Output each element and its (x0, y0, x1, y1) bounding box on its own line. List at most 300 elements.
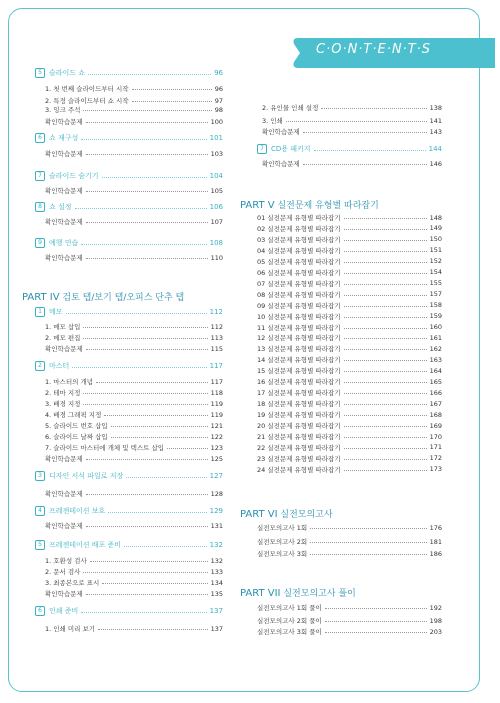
entry-title: 7. 슬라이드 마스터에 개체 및 텍스트 삽입 (45, 444, 165, 452)
toc-entry[interactable] (257, 257, 442, 266)
entry-title: 확인학습문제 (45, 218, 83, 226)
entry-title: 16 실전문제 유형별 따라잡기 (257, 378, 341, 387)
toc-entry[interactable] (45, 388, 223, 397)
dot-leader (303, 132, 427, 133)
dot-leader (325, 608, 427, 609)
toc-entry[interactable] (45, 443, 223, 452)
dot-leader (325, 621, 427, 622)
entry-title: 15 실전문제 유형별 따라잡기 (257, 367, 341, 376)
page-number: 113 (210, 333, 223, 342)
page-number: 144 (428, 145, 442, 153)
part-heading[interactable] (22, 290, 184, 303)
page-number: 121 (210, 421, 223, 430)
toc-entry[interactable] (45, 149, 223, 158)
page-number: 105 (210, 186, 223, 195)
dot-leader (126, 477, 206, 478)
entry-title: 확인학습문제 (45, 187, 83, 195)
dot-leader (86, 459, 208, 460)
dot-leader (344, 393, 427, 394)
dot-leader (86, 154, 208, 155)
toc-entry[interactable] (257, 323, 442, 332)
dot-leader (104, 415, 207, 416)
dot-leader (344, 459, 427, 460)
entry-title: 확인학습문제 (45, 150, 83, 158)
page-number: 146 (429, 159, 442, 168)
part-heading[interactable] (240, 507, 333, 520)
toc-entry[interactable] (45, 344, 223, 353)
section-title: CD용 패키지 (271, 145, 311, 153)
dot-leader (83, 404, 207, 405)
dot-leader (344, 262, 427, 263)
entry-title: 1. 인쇄 미리 보기 (45, 625, 96, 633)
entry-title: 1. 첫 번째 슬라이드부터 시작 (45, 85, 129, 93)
entry-title: 6. 슬라이드 날짜 삽입 (45, 433, 108, 441)
page-number: 96 (214, 69, 223, 77)
entry-title: 실전모의고사 3회 (257, 550, 308, 558)
page-number: 100 (210, 117, 223, 126)
page-number: 96 (214, 84, 223, 93)
part-heading[interactable] (240, 586, 356, 599)
page-number: 98 (214, 105, 223, 114)
entry-title: 02 실전문제 유형별 따라잡기 (257, 224, 341, 233)
dot-leader (344, 338, 427, 339)
dot-leader (81, 612, 206, 613)
page-number: 169 (429, 421, 442, 430)
page-number: 164 (429, 366, 442, 375)
dot-leader (344, 306, 427, 307)
page-number: 151 (429, 246, 442, 255)
entry-title: 2. 특정 슬라이드부터 쇼 시작 (45, 97, 129, 105)
page-number: 112 (209, 308, 223, 316)
section-number-box: 9 (35, 238, 45, 248)
entry-title: 04 실전문제 유형별 따라잡기 (257, 246, 341, 255)
toc-entry[interactable] (262, 127, 442, 136)
toc-entry[interactable] (45, 377, 223, 386)
dot-leader (344, 328, 427, 329)
dot-leader (96, 382, 208, 383)
page-number: 137 (209, 607, 223, 615)
toc-entry[interactable] (45, 410, 223, 419)
section-number-box: 1 (35, 307, 45, 317)
dot-leader (83, 572, 207, 573)
toc-entry[interactable] (257, 603, 442, 612)
section-heading[interactable] (35, 171, 223, 181)
entry-title: 4. 배경 그래픽 지정 (45, 411, 102, 419)
toc-entry[interactable] (45, 322, 223, 331)
entry-title: 08 실전문제 유형별 따라잡기 (257, 290, 341, 299)
entry-title: 확인학습문제 (262, 160, 300, 168)
toc-entry[interactable] (257, 377, 442, 386)
dot-leader (111, 437, 208, 438)
dot-leader (66, 313, 207, 314)
toc-entry[interactable] (45, 578, 223, 587)
part-heading[interactable] (240, 198, 379, 211)
entry-title: 3. 잉크 주석 (45, 106, 81, 114)
section-number-box: 6 (35, 606, 45, 616)
dot-leader (344, 470, 427, 471)
dot-leader (167, 448, 208, 449)
toc-entry[interactable] (45, 217, 223, 226)
toc-entry[interactable] (257, 224, 442, 233)
section-number-box: 4 (35, 506, 45, 516)
toc-entry[interactable] (45, 333, 223, 342)
entry-title: 1. 마스터의 개념 (45, 378, 94, 386)
entry-title: 확인학습문제 (262, 128, 300, 136)
toc-entry[interactable] (257, 549, 442, 558)
page-number: 149 (429, 224, 442, 233)
page-number: 203 (429, 627, 442, 636)
page-number: 132 (210, 556, 223, 565)
page-number: 165 (429, 377, 442, 386)
dot-leader (86, 122, 208, 123)
section-number-box: 5 (35, 540, 45, 550)
part-title: 실전모의고사 (280, 510, 333, 520)
section-title: 슬라이드 쇼 (49, 69, 86, 77)
page-number: 118 (210, 388, 223, 397)
toc-entry[interactable] (45, 105, 223, 114)
dot-leader (314, 150, 426, 151)
toc-entry[interactable] (45, 454, 223, 463)
toc-entry[interactable] (257, 432, 442, 441)
toc-entry[interactable] (45, 84, 223, 93)
toc-entry[interactable] (257, 537, 442, 546)
page-number: 103 (210, 149, 223, 158)
section-title: 메모 (49, 308, 63, 316)
entry-title: 확인학습문제 (45, 345, 83, 353)
toc-entry[interactable] (257, 235, 442, 244)
entry-title: 22 실전문제 유형별 따라잡기 (257, 443, 341, 452)
dot-leader (344, 229, 427, 230)
entry-title: 확인학습문제 (45, 590, 83, 598)
page-number: 172 (429, 454, 442, 463)
toc-entry[interactable] (257, 279, 442, 288)
toc-entry[interactable] (257, 246, 442, 255)
toc-entry[interactable] (257, 290, 442, 299)
page-number: 173 (429, 465, 442, 474)
page-number: 117 (209, 362, 223, 370)
page-number: 148 (429, 213, 442, 222)
toc-entry[interactable] (257, 627, 442, 636)
dot-leader (310, 542, 426, 543)
dot-leader (344, 240, 427, 241)
entry-title: 실전모의고사 1회 풀이 (257, 604, 322, 612)
dot-leader (83, 338, 207, 339)
part-label: PART IV (22, 292, 60, 303)
section-heading[interactable] (35, 202, 223, 212)
section-title: 슬라이드 숨기기 (49, 172, 99, 180)
entry-title: 07 실전문제 유형별 따라잡기 (257, 279, 341, 288)
page-number: 157 (429, 290, 442, 299)
dot-leader (132, 101, 212, 102)
toc-entry[interactable] (257, 344, 442, 353)
toc-entry[interactable] (257, 301, 442, 310)
dot-leader (72, 367, 206, 368)
dot-leader (86, 258, 208, 259)
entry-title: 21 실전문제 유형별 따라잡기 (257, 433, 341, 441)
page-number: 125 (210, 454, 223, 463)
toc-entry[interactable] (45, 567, 223, 576)
dot-leader (88, 74, 211, 75)
page-number: 122 (210, 432, 223, 441)
dot-leader (81, 244, 206, 245)
page-number: 192 (429, 603, 442, 612)
section-heading[interactable] (35, 238, 223, 248)
toc-entry[interactable] (257, 410, 442, 419)
entry-title: 24 실전문제 유형별 따라잡기 (257, 465, 341, 474)
section-title: 인쇄 준비 (49, 607, 79, 615)
page-number: 106 (209, 203, 223, 211)
section-heading[interactable] (35, 606, 223, 616)
entry-title: 03 실전문제 유형별 따라잡기 (257, 235, 341, 244)
dot-leader (344, 404, 427, 405)
page-number: 132 (209, 541, 223, 549)
page-number: 137 (210, 624, 223, 633)
entry-title: 1. 메모 삽입 (45, 323, 81, 331)
toc-entry[interactable] (257, 213, 442, 222)
entry-title: 01 실전문제 유형별 따라잡기 (257, 214, 341, 222)
toc-entry[interactable] (257, 355, 442, 364)
dot-leader (344, 273, 427, 274)
toc-entry[interactable] (257, 268, 442, 277)
entry-title: 실전모의고사 2회 풀이 (257, 617, 322, 625)
dot-leader (83, 393, 207, 394)
page-number: 150 (429, 235, 442, 244)
part-label: PART VI (240, 509, 278, 520)
dot-leader (344, 448, 427, 449)
toc-entry[interactable] (257, 333, 442, 342)
page-number: 170 (429, 432, 442, 441)
page-number: 160 (429, 323, 442, 331)
page-number: 110 (210, 253, 223, 262)
section-title: 프레젠테이션 배포 준비 (49, 541, 122, 549)
toc-entry[interactable] (257, 443, 442, 452)
dot-leader (86, 494, 208, 495)
dot-leader (344, 251, 427, 252)
dot-leader (86, 594, 208, 595)
dot-leader (86, 349, 208, 350)
part-title: 실전모의고사 풀이 (283, 589, 356, 599)
entry-title: 3. 인쇄 (262, 117, 283, 125)
page-number: 176 (429, 523, 442, 532)
entry-title: 19 실전문제 유형별 따라잡기 (257, 411, 341, 420)
section-heading[interactable] (35, 68, 223, 78)
section-number-box: 7 (35, 171, 45, 181)
dot-leader (344, 218, 427, 219)
toc-entry[interactable] (45, 556, 223, 565)
part-title: 검토 탭/보기 탭/오피스 단추 탭 (62, 293, 185, 303)
toc-entry[interactable] (45, 399, 223, 408)
dot-leader (325, 632, 427, 633)
dot-leader (86, 526, 208, 527)
page-number: 107 (210, 217, 223, 226)
entry-title: 5. 슬라이드 번호 삽입 (45, 422, 108, 430)
page-number: 104 (209, 172, 223, 180)
entry-title: 확인학습문제 (45, 522, 83, 530)
dot-leader (132, 89, 212, 90)
section-title: 쇼 재구성 (49, 134, 79, 142)
section-title: 디자인 서식 파일로 저장 (49, 472, 124, 480)
page-number: 101 (209, 134, 223, 142)
page-number: 108 (209, 239, 223, 247)
dot-leader (344, 349, 427, 350)
entry-title: 확인학습문제 (45, 254, 83, 262)
dot-leader (75, 208, 207, 209)
entry-title: 확인학습문제 (45, 118, 83, 126)
toc-entry[interactable] (45, 117, 223, 126)
entry-title: 실전모의고사 3회 풀이 (257, 628, 322, 636)
page-number: 162 (429, 344, 442, 353)
page-number: 166 (429, 388, 442, 397)
dot-leader (344, 415, 427, 416)
dot-leader (286, 121, 427, 122)
section-heading[interactable] (35, 361, 223, 371)
page-number: 141 (429, 116, 442, 125)
toc-entry[interactable] (257, 312, 442, 321)
toc-entry[interactable] (45, 589, 223, 598)
toc-entry[interactable] (45, 253, 223, 262)
toc-entry[interactable] (257, 523, 442, 532)
section-heading[interactable] (35, 307, 223, 317)
dot-leader (344, 382, 427, 383)
entry-title: 14 실전문제 유형별 따라잡기 (257, 356, 341, 365)
entry-title: 17 실전문제 유형별 따라잡기 (257, 389, 341, 398)
page-number: 119 (210, 399, 223, 408)
dot-leader (344, 426, 427, 427)
entry-title: 11 실전문제 유형별 따라잡기 (257, 323, 341, 332)
page-number: 115 (210, 344, 223, 353)
section-title: 프레젠테이션 보호 (49, 507, 106, 515)
section-heading[interactable] (35, 540, 223, 550)
entry-title: 23 실전문제 유형별 따라잡기 (257, 454, 341, 463)
dot-leader (102, 177, 207, 178)
section-number-box: 8 (35, 202, 45, 212)
page-number: 131 (210, 521, 223, 530)
toc-entry[interactable] (45, 624, 223, 633)
entry-title: 10 실전문제 유형별 따라잡기 (257, 312, 341, 321)
toc-entry[interactable] (257, 399, 442, 408)
entry-title: 13 실전문제 유형별 따라잡기 (257, 345, 341, 354)
section-heading[interactable] (257, 144, 442, 154)
dot-leader (344, 317, 427, 318)
part-title: 실전문제 유형별 따라잡기 (277, 201, 379, 211)
toc-entry[interactable] (257, 388, 442, 397)
entry-title: 06 실전문제 유형별 따라잡기 (257, 268, 341, 277)
dot-leader (86, 222, 208, 223)
toc-entry[interactable] (262, 116, 442, 125)
toc-entry[interactable] (257, 616, 442, 625)
toc-entry[interactable] (45, 186, 223, 195)
entry-title: 12 실전문제 유형별 따라잡기 (257, 334, 341, 343)
toc-entry[interactable] (262, 159, 442, 168)
page-number: 168 (429, 410, 442, 419)
toc-entry[interactable] (45, 521, 223, 530)
part-label: PART VII (240, 588, 281, 599)
dot-leader (344, 360, 427, 361)
toc-entry[interactable] (257, 421, 442, 430)
section-title: 마스터 (49, 362, 70, 370)
dot-leader (321, 108, 426, 109)
page-number: 181 (429, 537, 442, 546)
toc-entry[interactable] (45, 432, 223, 441)
entry-title: 3. 최종본으로 표시 (45, 579, 100, 587)
entry-title: 20 실전문제 유형별 따라잡기 (257, 422, 341, 431)
page-number: 133 (210, 567, 223, 576)
page-number: 167 (429, 399, 442, 408)
page-number: 158 (429, 301, 442, 310)
entry-title: 실전모의고사 1회 (257, 524, 308, 532)
entry-title: 1. 호환성 검사 (45, 557, 87, 565)
part-label: PART V (240, 200, 275, 211)
page-number: 152 (429, 257, 442, 266)
dot-leader (83, 327, 207, 328)
page-number: 161 (429, 333, 442, 342)
toc-entry[interactable] (257, 454, 442, 463)
page-number: 155 (429, 279, 442, 288)
page-number: 112 (210, 322, 223, 331)
page-number: 143 (429, 127, 442, 136)
page-number: 154 (429, 268, 442, 277)
section-number-box: 7 (257, 144, 267, 154)
entry-title: 05 실전문제 유형별 따라잡기 (257, 257, 341, 266)
dot-leader (344, 295, 427, 296)
page-number: 198 (429, 616, 442, 625)
toc-entry[interactable] (45, 489, 223, 498)
entry-title: 2. 테마 지정 (45, 389, 81, 397)
toc-entry[interactable] (45, 96, 223, 105)
dot-leader (344, 371, 427, 372)
dot-leader (303, 164, 427, 165)
dot-leader (83, 110, 211, 111)
page-number: 186 (429, 549, 442, 558)
dot-leader (81, 139, 206, 140)
entry-title: 2. 메모 편집 (45, 334, 81, 342)
section-number-box: 6 (35, 133, 45, 143)
section-number-box: 2 (35, 361, 45, 371)
section-title: 쇼 설정 (49, 203, 72, 211)
page-number: 135 (210, 589, 223, 598)
entry-title: 실전모의고사 2회 (257, 538, 308, 546)
dot-leader (124, 546, 207, 547)
entry-title: 3. 배경 지정 (45, 400, 81, 408)
entry-title: 확인학습문제 (45, 455, 83, 463)
page-number: 128 (210, 489, 223, 498)
section-title: 예행 연습 (49, 239, 79, 247)
toc-entry[interactable] (262, 103, 442, 112)
page-number: 159 (429, 312, 442, 321)
toc-entry[interactable] (257, 366, 442, 375)
section-heading[interactable] (35, 133, 223, 143)
entry-title: 09 실전문제 유형별 따라잡기 (257, 301, 341, 310)
section-heading[interactable] (35, 471, 223, 481)
page-number: 138 (429, 103, 442, 112)
contents-title: C·O·N·T·E·N·T·S (316, 42, 432, 57)
entry-title: 2. 문서 검사 (45, 568, 81, 576)
dot-leader (90, 561, 208, 562)
page-number: 97 (214, 96, 223, 105)
entry-title: 확인학습문제 (45, 490, 83, 498)
contents-banner (290, 32, 478, 74)
dot-leader (111, 426, 208, 427)
toc-entry[interactable] (45, 421, 223, 430)
section-heading[interactable] (35, 506, 223, 516)
dot-leader (344, 437, 427, 438)
page-number: 117 (210, 377, 223, 386)
entry-title: 18 실전문제 유형별 따라잡기 (257, 400, 341, 409)
dot-leader (102, 583, 207, 584)
toc-entry[interactable] (257, 465, 442, 474)
page-number: 129 (209, 507, 223, 515)
page-number: 163 (429, 355, 442, 364)
